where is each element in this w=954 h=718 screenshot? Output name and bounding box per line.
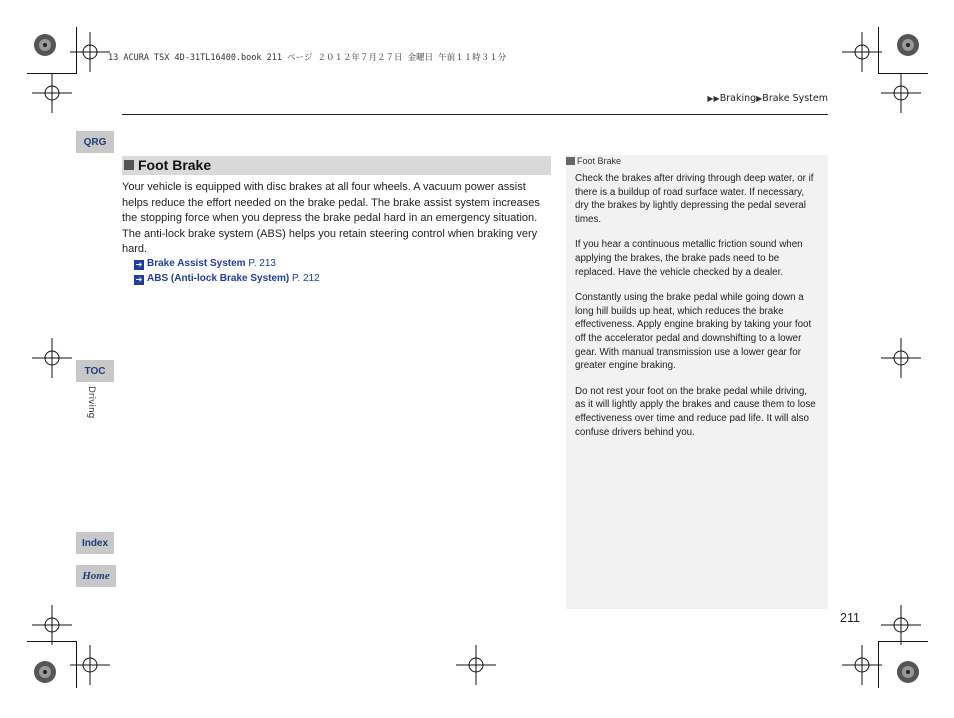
star-target-icon (897, 661, 919, 683)
index-tab[interactable]: Index (76, 532, 114, 554)
registration-target-icon (842, 32, 882, 72)
section-heading-bar (122, 156, 551, 175)
registration-target-icon (881, 605, 921, 645)
chapter-label: Driving (86, 386, 96, 419)
breadcrumb (707, 93, 828, 104)
section-body: Your vehicle is equipped with disc brakes at all four wheels. A vacuum power assist helps reduce the effort needed on the brake pedal. The brake assist system increases the stopping force when you depress the brake pedal hard in an emergency situation. The anti-lock brake system (ABS) helps you retain steering control when braking very hard. (122, 181, 540, 256)
print-header: 13 ACURA TSX 4D-31TL16400.book 211 ページ ２０１２年７月２７日 金曜日 午前１１時３１分 (108, 53, 507, 63)
sidebar-heading: Foot Brake (566, 156, 621, 166)
section-square-icon (124, 160, 134, 170)
star-target-icon (34, 34, 56, 56)
section-title: Foot Brake (138, 157, 212, 173)
registration-target-icon (881, 338, 921, 378)
xref-abs-link[interactable]: ➔ ABS (Anti-lock Brake System) P. 212 (135, 273, 320, 284)
registration-target-icon (32, 605, 72, 645)
registration-target-icon (32, 338, 72, 378)
breadcrumb-item-brake-system[interactable]: Brake System (762, 93, 828, 104)
toc-tab[interactable]: TOC (76, 360, 114, 382)
home-tab[interactable]: Home (76, 565, 116, 587)
registration-target-icon (842, 645, 882, 685)
note-marker-icon (566, 157, 575, 165)
breadcrumb-item-braking[interactable]: Braking (719, 93, 757, 104)
sidebar-paragraph: Check the brakes after driving through deep water, or if there is a buildup of road surface water. If necessary, dry the brakes by lightly depressing the pedal several times. (575, 173, 814, 225)
star-target-icon (897, 34, 919, 56)
xref-arrow-icon: ➔ (135, 275, 143, 284)
sidebar-paragraph: Constantly using the brake pedal while going down a long hill builds up heat, which reduces the brake effectiveness. Apply engine braking by taking your foot off the accelerator pedal and downshifting to a lower gear. With manual transmission use a lower gear for greater engine braking. (575, 292, 812, 372)
breadcrumb-arrow-icon: ▶▶ (707, 94, 720, 103)
sidebar-paragraph: Do not rest your foot on the brake pedal while driving, as it will lightly apply the brakes and cause them to lose effectiveness over time and reduce pad life. It will also confuse drivers behind you. (575, 385, 816, 438)
registration-target-icon (32, 73, 72, 113)
sidebar-text (575, 172, 820, 451)
xref-brake-assist-link[interactable]: ➔ Brake Assist System P. 213 (135, 258, 276, 269)
registration-target-icon (881, 73, 921, 113)
registration-target-icon (456, 645, 496, 685)
star-target-icon (34, 661, 56, 683)
qrg-tab[interactable]: QRG (76, 131, 114, 153)
xref-arrow-icon: ➔ (135, 260, 143, 269)
breadcrumb-arrow-icon: ▶ (756, 94, 763, 103)
sidebar-paragraph: If you hear a continuous metallic friction sound when applying the brakes, the brake pads need to be replaced. Have the vehicle checked by a dealer. (575, 239, 803, 278)
sidebar-notes (566, 155, 828, 609)
page-number: 211 (840, 611, 860, 625)
header-rule (122, 114, 828, 115)
